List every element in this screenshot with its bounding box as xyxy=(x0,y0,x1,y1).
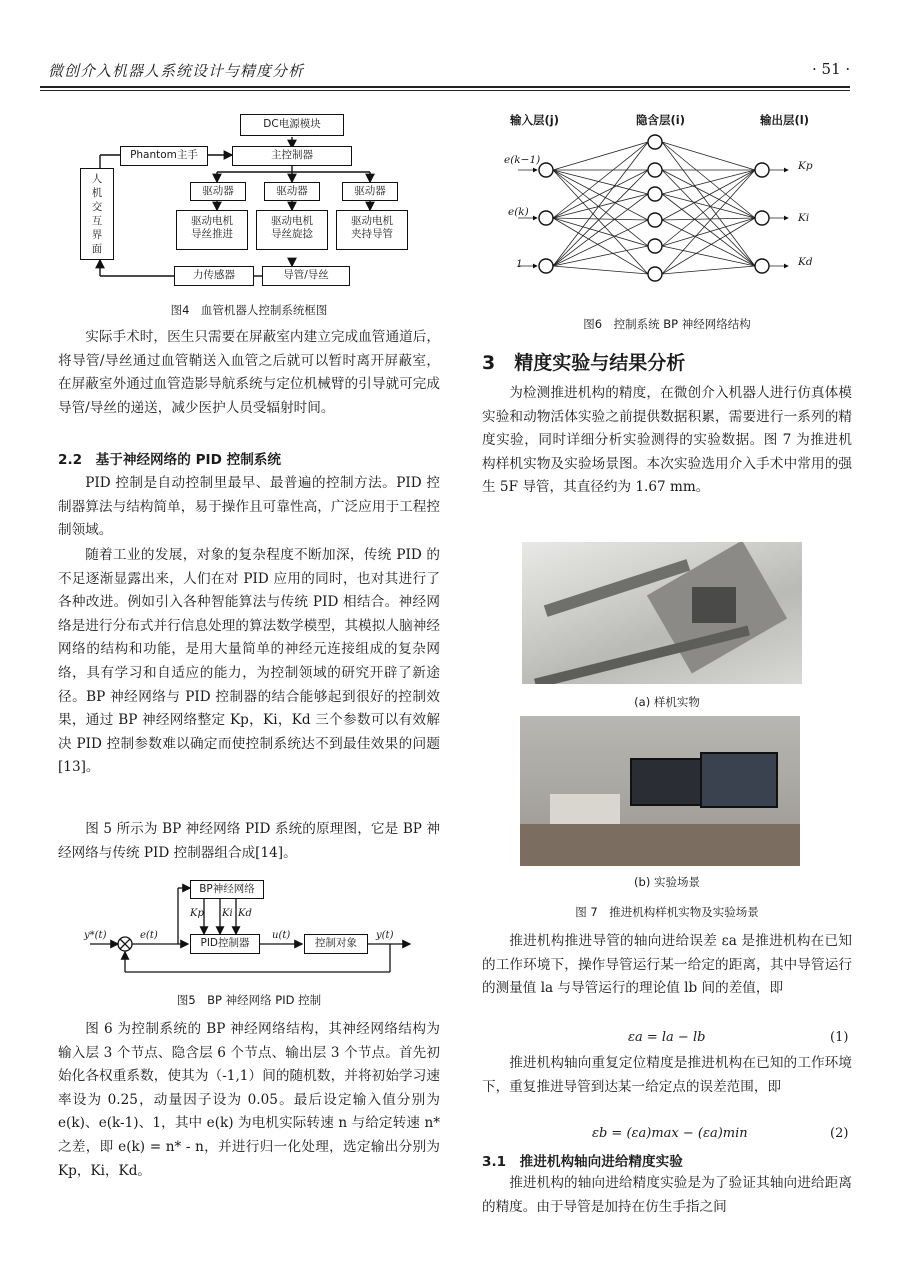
kd-label: Kd xyxy=(238,908,252,919)
driver-box-2: 驱动器 xyxy=(264,182,320,201)
hidden-output-connection xyxy=(662,194,755,266)
input-neuron xyxy=(539,259,553,273)
section-3-1-heading: 3.1 推进机构轴向进给精度实验 xyxy=(482,1154,683,1170)
neural-network-diagram xyxy=(500,134,820,304)
motor-label: 驱动电机 xyxy=(351,215,393,227)
output-neuron xyxy=(755,163,769,177)
motor-function: 导丝推进 xyxy=(191,228,233,241)
header-rule xyxy=(40,86,850,88)
running-header-title: 微创介入机器人系统设计与精度分析 xyxy=(48,62,305,80)
hmi-char: 面 xyxy=(91,243,103,255)
desk xyxy=(520,824,800,866)
hidden-output-connection xyxy=(662,246,755,266)
hidden-output-connection xyxy=(662,142,755,170)
driver-box-1: 驱动器 xyxy=(190,182,246,201)
ki-label: Ki xyxy=(222,908,233,919)
hidden-output-connection xyxy=(662,194,755,218)
paragraph: PID 控制是自动控制里最早、最普遍的控制方法。PID 控制器算法与结构简单，易于操作且可靠性高，广泛应用于工程控制领域。 xyxy=(58,475,440,539)
equation-1-number: (1) xyxy=(830,1030,849,1045)
output-kp-label: Kp xyxy=(798,160,813,172)
hidden-neuron xyxy=(648,135,662,149)
paragraph: 为检测推进机构的精度，在微创介入机器人进行仿真体模实验和动物活体实验之前提供数据积累，需要进行一系列的精度实验，同时详细分析实验测得的实验数据。图 7 为推进机构样机实物及实验场景图。本次实验选用介入手术中常用的强生 5F 导管，其直径约为 1.67 mm。 xyxy=(482,385,852,496)
fig7-caption: 图 7 推进机构样机实物及实验场景 xyxy=(575,905,759,919)
main-controller-box: 主控制器 xyxy=(232,146,352,166)
output-label: y(t) xyxy=(376,930,394,941)
pid-controller-box: PID控制器 xyxy=(190,934,260,954)
output-ki-label: Ki xyxy=(798,212,810,224)
input-ek1-label: e(k−1) xyxy=(504,154,541,166)
motor-box-1 xyxy=(176,210,248,250)
hidden-neuron xyxy=(648,163,662,177)
input-layer-label: 输入层(j) xyxy=(510,113,559,127)
monitor-left xyxy=(630,758,702,806)
input-hidden-connection xyxy=(553,142,648,218)
hidden-neuron xyxy=(648,239,662,253)
reference-label: y*(t) xyxy=(84,930,107,941)
hidden-output-connection xyxy=(662,142,755,266)
hidden-output-connection xyxy=(662,170,755,194)
input-neuron xyxy=(539,163,553,177)
output-neuron xyxy=(755,211,769,225)
fig4-caption: 图4 血管机器人控制系统框图 xyxy=(170,303,328,317)
phantom-master-box: Phantom主手 xyxy=(120,146,208,166)
input-hidden-connection xyxy=(553,246,648,266)
hidden-output-connection xyxy=(662,266,755,274)
header-rule-thin xyxy=(40,90,850,91)
motor-block xyxy=(692,587,736,623)
input-neuron xyxy=(539,211,553,225)
input-hidden-connection xyxy=(553,220,648,266)
hidden-output-connection xyxy=(662,170,755,246)
input-hidden-connection xyxy=(553,194,648,266)
paragraph: 实际手术时，医生只需要在屏蔽室内建立完成血管通道后，将导管/导丝通过血管鞘送入血管之后就可以暂时离开屏蔽室，在屏蔽室外通过血管造影导航系统与定位机械臂的引导就可完成导管/导丝的递送，减少医护人员受辐射时间。 xyxy=(58,329,440,416)
paragraph: 推进机构推进导管的轴向进给误差 εa 是推进机构在已知的工作环境下，操作导管运行某一给定的距离，其中导管运行的测量值 la 与导管运行的理论值 lb 间的差值，即 xyxy=(482,933,852,997)
equation-2-number: (2) xyxy=(830,1126,849,1141)
hidden-neuron xyxy=(648,187,662,201)
equation-2: εb = (εa)max − (εa)min xyxy=(592,1126,748,1141)
paragraph: 推进机构的轴向进给精度实验是为了验证其轴向进给距离的精度。由于导管是加持在仿生手指之间 xyxy=(482,1175,852,1215)
hmi-box xyxy=(80,168,114,260)
motor-label: 驱动电机 xyxy=(191,215,233,227)
fig7a-caption: (a) 样机实物 xyxy=(634,695,700,709)
hmi-char: 机 xyxy=(91,187,103,199)
paragraph: 图 5 所示为 BP 神经网络 PID 系统的原理图，它是 BP 神经网络与传统 PID 控制器组合成[14]。 xyxy=(58,821,440,861)
fig7b-caption: (b) 实验场景 xyxy=(634,875,700,889)
motor-label: 驱动电机 xyxy=(271,215,313,227)
control-signal-label: u(t) xyxy=(272,930,291,941)
hmi-char: 互 xyxy=(91,215,103,227)
hidden-neuron xyxy=(648,267,662,281)
hmi-char: 界 xyxy=(91,229,103,241)
motor-box-3 xyxy=(336,210,408,250)
motor-box-2 xyxy=(256,210,328,250)
prototype-photo xyxy=(522,542,802,684)
paragraph: 推进机构轴向重复定位精度是推进机构在已知的工作环境下，重复推进导管到达某一给定点的误差范围，即 xyxy=(482,1055,852,1095)
hmi-char: 交 xyxy=(91,201,103,213)
input-hidden-connection xyxy=(553,142,648,170)
output-kd-label: Kd xyxy=(798,256,813,268)
kp-label: Kp xyxy=(190,908,204,919)
output-neuron xyxy=(755,259,769,273)
fig6-caption: 图6 控制系统 BP 神经网络结构 xyxy=(583,317,751,331)
input-bias-label: 1 xyxy=(516,258,523,270)
paragraph: 随着工业的发展，对象的复杂程度不断加深，传统 PID 的不足逐渐显露出来，人们在对 PID 应用的同时，也对其进行了各种改进。例如引入各种智能算法与传统 PID 相结合。神经网络是进行分布式并行信息处理的算法数学模型，其模拟人脑神经网络的结构和功能，是用大量简单的神经元连接组成的复杂网络，具有学习和自适应的能力，为控制领域的研究开辟了新途径。BP 神经网络与 PID 控制器的结合能够起到很好的控制效果，通过 BP 神经网络整定 Kp，Ki，Kd 三个参数可以有效解决 PID 控制参数难以确定而使控制系统达不到最佳效果的问题[13]。 xyxy=(58,547,440,776)
hidden-layer-label: 隐含层(i) xyxy=(636,113,685,127)
fig5-caption: 图5 BP 神经网络 PID 控制 xyxy=(176,993,322,1007)
bp-network-box: BP神经网络 xyxy=(190,880,264,899)
force-sensor-box: 力传感器 xyxy=(174,266,254,286)
input-hidden-connection xyxy=(553,142,648,266)
driver-box-3: 驱动器 xyxy=(342,182,398,201)
hidden-output-connection xyxy=(662,220,755,266)
hidden-neuron xyxy=(648,213,662,227)
hidden-output-connection xyxy=(662,218,755,274)
page-number: · 51 · xyxy=(812,60,851,78)
input-hidden-connection xyxy=(553,218,648,274)
output-layer-label: 输出层(l) xyxy=(760,113,809,127)
section-2-2-heading: 2.2 基于神经网络的 PID 控制系统 xyxy=(58,452,281,468)
experiment-scene-photo xyxy=(520,716,800,866)
section-3-heading: 3 精度实验与结果分析 xyxy=(482,352,686,374)
monitor-right xyxy=(700,752,778,808)
motor-function: 夹持导管 xyxy=(351,228,393,241)
input-hidden-connection xyxy=(553,194,648,218)
error-label: e(t) xyxy=(140,930,158,941)
plant-box: 控制对象 xyxy=(304,934,368,954)
dc-power-box: DC电源模块 xyxy=(240,114,344,136)
hmi-char: 人 xyxy=(91,173,103,185)
motor-function: 导丝旋捻 xyxy=(271,228,313,241)
catheter-guidewire-box: 导管/导丝 xyxy=(262,266,350,286)
input-hidden-connection xyxy=(553,266,648,274)
hidden-output-connection xyxy=(662,142,755,218)
equation-1: εa = la − lb xyxy=(628,1030,706,1045)
input-hidden-connection xyxy=(553,170,648,246)
input-hidden-connection xyxy=(553,170,648,194)
prototype-on-desk xyxy=(550,794,620,824)
paragraph: 图 6 为控制系统的 BP 神经网络结构，其神经网络结构为输入层 3 个节点、隐含层 6 个节点、输出层 3 个节点。首先初始化各权重系数，使其为（-1,1）间的随机数，并将初始学习速率设为 0.25，动量因子设为 0.05。最后设定输入值分别为 e(k)、e(k-1)、1，其中 e(k) 为电机实际转速 n 与给定转速 n* 之差，即 e(k) = n* - n，并进行归一化处理，选定输出分别为 Kp，Ki，Kd。 xyxy=(58,1021,440,1179)
input-ek-label: e(k) xyxy=(508,206,529,218)
